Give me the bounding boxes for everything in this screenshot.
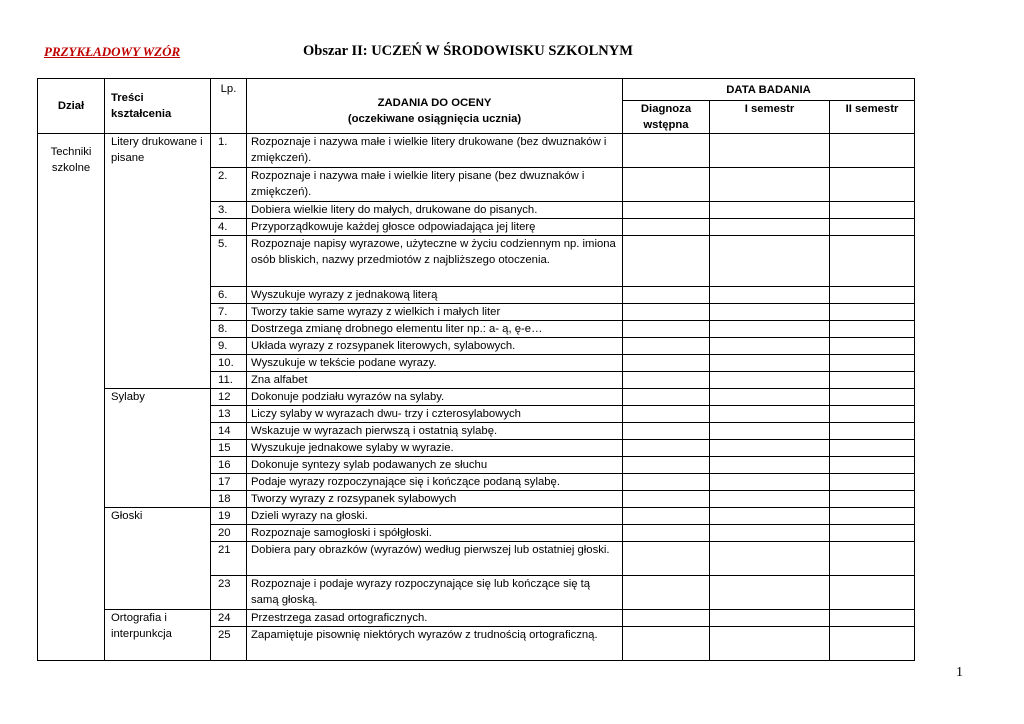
sem2-cell[interactable] bbox=[830, 423, 915, 440]
task-cell: Przestrzega zasad ortograficznych. bbox=[247, 610, 623, 627]
lp-cell: 21 bbox=[211, 542, 247, 576]
task-cell: Dobiera pary obrazków (wyrazów) według pierwszej lub ostatniej głoski. bbox=[247, 542, 623, 576]
sem1-cell[interactable] bbox=[710, 236, 830, 287]
sem2-cell[interactable] bbox=[830, 219, 915, 236]
page-number: 1 bbox=[956, 665, 963, 680]
sem1-cell[interactable] bbox=[710, 338, 830, 355]
col-diagnoza: Diagnoza wstępna bbox=[623, 101, 710, 134]
lp-cell: 24 bbox=[211, 610, 247, 627]
sem1-cell[interactable] bbox=[710, 576, 830, 610]
sem2-cell[interactable] bbox=[830, 508, 915, 525]
lp-cell: 16 bbox=[211, 457, 247, 474]
task-cell: Zna alfabet bbox=[247, 372, 623, 389]
sem2-cell[interactable] bbox=[830, 321, 915, 338]
lp-cell: 9. bbox=[211, 338, 247, 355]
sem1-cell[interactable] bbox=[710, 610, 830, 627]
task-cell: Tworzy takie same wyrazy z wielkich i małych liter bbox=[247, 304, 623, 321]
col-sem2: II semestr bbox=[830, 101, 915, 134]
sem2-cell[interactable] bbox=[830, 457, 915, 474]
diagnoza-cell[interactable] bbox=[623, 219, 710, 236]
page-title: Obszar II: UCZEŃ W ŚRODOWISKU SZKOLNYM bbox=[303, 43, 633, 59]
sem2-cell[interactable] bbox=[830, 304, 915, 321]
lp-cell: 13 bbox=[211, 406, 247, 423]
diagnoza-cell[interactable] bbox=[623, 508, 710, 525]
lp-cell: 23 bbox=[211, 576, 247, 610]
sem2-cell[interactable] bbox=[830, 202, 915, 219]
diagnoza-cell[interactable] bbox=[623, 406, 710, 423]
task-cell: Dzieli wyrazy na głoski. bbox=[247, 508, 623, 525]
col-tresci: Treści kształcenia bbox=[105, 79, 211, 134]
col-dzial: Dział bbox=[38, 79, 105, 134]
sem2-cell[interactable] bbox=[830, 627, 915, 661]
task-cell: Rozpoznaje napisy wyrazowe, użyteczne w życiu codziennym np. imiona osób bliskich, nazwy przedmiotów z najbliższego otoczenia. bbox=[247, 236, 623, 287]
sem1-cell[interactable] bbox=[710, 389, 830, 406]
lp-cell: 17 bbox=[211, 474, 247, 491]
sem2-cell[interactable] bbox=[830, 576, 915, 610]
task-cell: Wyszukuje jednakowe sylaby w wyrazie. bbox=[247, 440, 623, 457]
diagnoza-cell[interactable] bbox=[623, 474, 710, 491]
diagnoza-cell[interactable] bbox=[623, 355, 710, 372]
task-cell: Układa wyrazy z rozsypanek literowych, sylabowych. bbox=[247, 338, 623, 355]
sem1-cell[interactable] bbox=[710, 423, 830, 440]
task-cell: Rozpoznaje i nazywa małe i wielkie litery pisane (bez dwuznaków i zmiękczeń). bbox=[247, 168, 623, 202]
lp-cell: 8. bbox=[211, 321, 247, 338]
tresc-cell: Litery drukowane i pisane bbox=[105, 134, 211, 389]
sem1-cell[interactable] bbox=[710, 491, 830, 508]
task-cell: Rozpoznaje samogłoski i spółgłoski. bbox=[247, 525, 623, 542]
diagnoza-cell[interactable] bbox=[623, 576, 710, 610]
sem1-cell[interactable] bbox=[710, 355, 830, 372]
col-zadania-title: ZADANIA DO OCENY bbox=[377, 97, 492, 109]
lp-cell: 3. bbox=[211, 202, 247, 219]
table-row bbox=[38, 610, 915, 627]
task-cell: Dokonuje syntezy sylab podawanych ze słuchu bbox=[247, 457, 623, 474]
lp-cell: 19 bbox=[211, 508, 247, 525]
tresc-cell: Głoski bbox=[105, 508, 211, 610]
task-cell: Tworzy wyrazy z rozsypanek sylabowych bbox=[247, 491, 623, 508]
sem2-cell[interactable] bbox=[830, 542, 915, 576]
lp-cell: 14 bbox=[211, 423, 247, 440]
task-cell: Wyszukuje w tekście podane wyrazy. bbox=[247, 355, 623, 372]
sem2-cell[interactable] bbox=[830, 134, 915, 168]
col-zadania bbox=[247, 79, 623, 134]
diagnoza-cell[interactable] bbox=[623, 236, 710, 287]
sem2-cell[interactable] bbox=[830, 287, 915, 304]
task-cell: Przyporządkowuje każdej głosce odpowiadająca jej literę bbox=[247, 219, 623, 236]
sem2-cell[interactable] bbox=[830, 525, 915, 542]
task-cell: Wskazuje w wyrazach pierwszą i ostatnią sylabę. bbox=[247, 423, 623, 440]
lp-cell: 6. bbox=[211, 287, 247, 304]
lp-cell: 7. bbox=[211, 304, 247, 321]
task-cell: Liczy sylaby w wyrazach dwu- trzy i czterosylabowych bbox=[247, 406, 623, 423]
col-zadania-subtitle: (oczekiwane osiągnięcia ucznia) bbox=[347, 113, 522, 125]
tresc-cell: Sylaby bbox=[105, 389, 211, 508]
col-data-badania: DATA BADANIA bbox=[623, 79, 915, 101]
sem1-cell[interactable] bbox=[710, 406, 830, 423]
sem1-cell[interactable] bbox=[710, 134, 830, 168]
task-cell: Dokonuje podziału wyrazów na sylaby. bbox=[247, 389, 623, 406]
sem1-cell[interactable] bbox=[710, 168, 830, 202]
sem2-cell[interactable] bbox=[830, 168, 915, 202]
diagnoza-cell[interactable] bbox=[623, 168, 710, 202]
diagnoza-cell[interactable] bbox=[623, 389, 710, 406]
sem1-cell[interactable] bbox=[710, 508, 830, 525]
diagnoza-cell[interactable] bbox=[623, 134, 710, 168]
task-cell: Rozpoznaje i nazywa małe i wielkie litery drukowane (bez dwuznaków i zmiękczeń). bbox=[247, 134, 623, 168]
sem2-cell[interactable] bbox=[830, 610, 915, 627]
lp-cell: 1. bbox=[211, 134, 247, 168]
task-cell: Rozpoznaje i podaje wyrazy rozpoczynające się lub kończące się tą samą głoską. bbox=[247, 576, 623, 610]
diagnoza-cell[interactable] bbox=[623, 338, 710, 355]
lp-cell: 18 bbox=[211, 491, 247, 508]
diagnoza-cell[interactable] bbox=[623, 304, 710, 321]
sem1-cell[interactable] bbox=[710, 372, 830, 389]
sem2-cell[interactable] bbox=[830, 338, 915, 355]
diagnoza-cell[interactable] bbox=[623, 457, 710, 474]
lp-cell: 11. bbox=[211, 372, 247, 389]
sem1-cell[interactable] bbox=[710, 287, 830, 304]
task-cell: Wyszukuje wyrazy z jednakową literą bbox=[247, 287, 623, 304]
task-cell: Podaje wyrazy rozpoczynające się i kończące podaną sylabę. bbox=[247, 474, 623, 491]
lp-cell: 2. bbox=[211, 168, 247, 202]
sem1-cell[interactable] bbox=[710, 304, 830, 321]
sem1-cell[interactable] bbox=[710, 474, 830, 491]
lp-cell: 20 bbox=[211, 525, 247, 542]
sem2-cell[interactable] bbox=[830, 474, 915, 491]
sem2-cell[interactable] bbox=[830, 406, 915, 423]
sem1-cell[interactable] bbox=[710, 440, 830, 457]
sample-label: PRZYKŁADOWY WZÓR bbox=[44, 44, 181, 59]
task-cell: Dobiera wielkie litery do małych, drukowane do pisanych. bbox=[247, 202, 623, 219]
sem2-cell[interactable] bbox=[830, 389, 915, 406]
sem1-cell[interactable] bbox=[710, 627, 830, 661]
table-row bbox=[38, 508, 915, 525]
diagnoza-cell[interactable] bbox=[623, 423, 710, 440]
diagnoza-cell[interactable] bbox=[623, 440, 710, 457]
task-cell: Dostrzega zmianę drobnego elementu liter np.: a- ą, ę-e… bbox=[247, 321, 623, 338]
diagnoza-cell[interactable] bbox=[623, 321, 710, 338]
tresc-cell: Ortografia i interpunkcja bbox=[105, 610, 211, 661]
sem2-cell[interactable] bbox=[830, 355, 915, 372]
sem1-cell[interactable] bbox=[710, 542, 830, 576]
diagnoza-cell[interactable] bbox=[623, 525, 710, 542]
diagnoza-cell[interactable] bbox=[623, 202, 710, 219]
col-lp: Lp. bbox=[211, 79, 247, 134]
lp-cell: 25 bbox=[211, 627, 247, 661]
table-row bbox=[38, 134, 915, 168]
sem2-cell[interactable] bbox=[830, 236, 915, 287]
sem1-cell[interactable] bbox=[710, 321, 830, 338]
sem1-cell[interactable] bbox=[710, 219, 830, 236]
diagnoza-cell[interactable] bbox=[623, 287, 710, 304]
diagnoza-cell[interactable] bbox=[623, 372, 710, 389]
sem2-cell[interactable] bbox=[830, 372, 915, 389]
diagnoza-cell[interactable] bbox=[623, 542, 710, 576]
sem1-cell[interactable] bbox=[710, 457, 830, 474]
sem2-cell[interactable] bbox=[830, 440, 915, 457]
assessment-table bbox=[37, 78, 915, 661]
lp-cell: 10. bbox=[211, 355, 247, 372]
sem2-cell[interactable] bbox=[830, 491, 915, 508]
diagnoza-cell[interactable] bbox=[623, 627, 710, 661]
lp-cell: 4. bbox=[211, 219, 247, 236]
sem1-cell[interactable] bbox=[710, 525, 830, 542]
lp-cell: 15 bbox=[211, 440, 247, 457]
diagnoza-cell[interactable] bbox=[623, 491, 710, 508]
sem1-cell[interactable] bbox=[710, 202, 830, 219]
col-sem1: I semestr bbox=[710, 101, 830, 134]
task-cell: Zapamiętuje pisownię niektórych wyrazów z trudnością ortograficzną. bbox=[247, 627, 623, 661]
lp-cell: 5. bbox=[211, 236, 247, 287]
table-row bbox=[38, 389, 915, 406]
dzial-cell: Techniki szkolne bbox=[38, 134, 105, 661]
lp-cell: 12 bbox=[211, 389, 247, 406]
diagnoza-cell[interactable] bbox=[623, 610, 710, 627]
